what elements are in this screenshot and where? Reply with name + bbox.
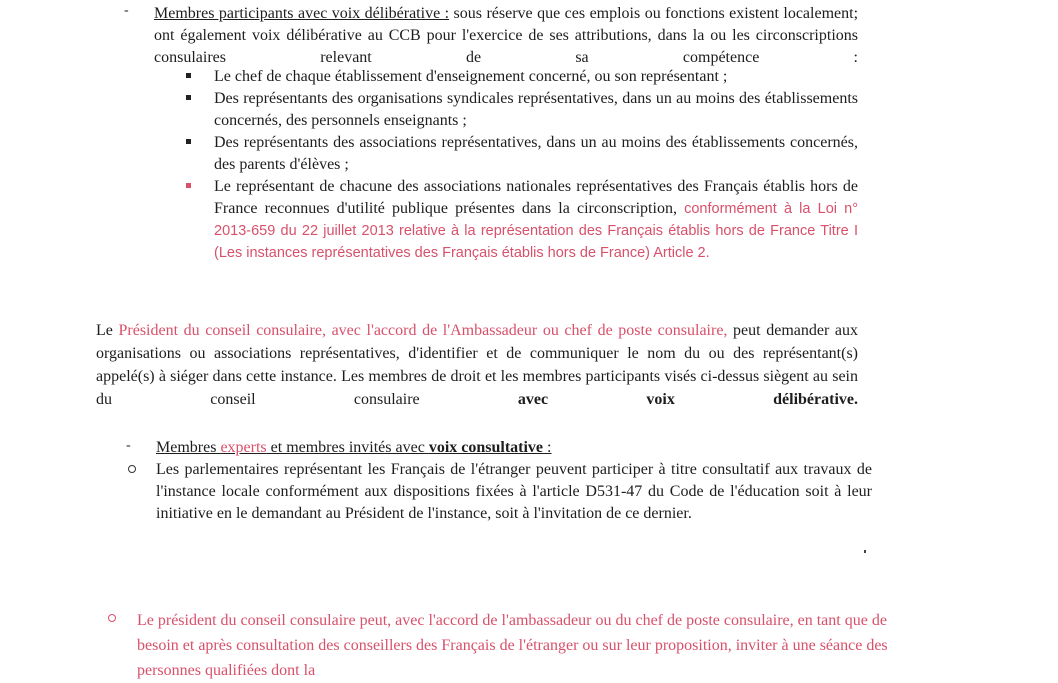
dash-bullet: -	[126, 438, 131, 453]
president-invite-item: Le président du conseil consulaire peut, avec l'accord de l'ambassadeur ou du chef de poste consulaire, en tant que de besoin et après consultation des conseillers des Français de l'étranger ou sur leur proposition, inviter à une séance des personnes qualifiées dont la	[137, 612, 888, 679]
heading-text: avec	[391, 439, 429, 456]
paragraph-text: Le	[96, 322, 119, 339]
section1-intro-text: sous réserve que ces emplois ou fonctions existent localement; ont également voix délibérative au CCB pour l'exercice de ses attributions, dans la ou les circonscriptions consulaires relevant de sa compétence :	[154, 5, 859, 66]
heading-text: Membres	[156, 439, 221, 456]
president-paragraph	[96, 319, 858, 411]
heading-bold-text: voix consultative	[428, 439, 544, 456]
bullet-item: Des représentants des organisations syndicales représentatives, dans un au moins des établissements concernés, des personnels enseignants ;	[214, 90, 858, 129]
bullet-item: Le chef de chaque établissement d'enseignement concerné, ou son représentant ;	[214, 68, 728, 85]
heading-red-text: experts	[220, 439, 267, 456]
square-bullet-icon	[186, 183, 191, 188]
section1-heading: Membres participants avec voix délibérative :	[154, 5, 450, 22]
square-bullet-icon	[186, 139, 191, 144]
law-reference: conformément à la Loi n° 2013-659 du 22 juillet 2013 relative à la représentation des Français établis hors de France Titre I (Les instances représentatives des Français établis hors de France) Article 2.	[214, 201, 859, 261]
heading-text: et membres invités	[266, 439, 392, 456]
voix-deliberative-text: avec voix délibérative.	[517, 391, 858, 408]
heading-text: :	[543, 439, 552, 456]
circle-bullet-icon	[128, 465, 136, 473]
bullet-item	[214, 176, 858, 264]
square-bullet-icon	[186, 95, 191, 100]
president-highlight: Président du conseil consulaire, avec l'accord de l'Ambassadeur ou chef de poste consulaire,	[118, 322, 728, 339]
square-bullet-icon	[186, 73, 191, 78]
parlementaires-item: Les parlementaires représentant les Français de l'étranger peuvent participer à titre consultatif aux travaux de l'instance locale conformément aux dispositions fixées à l'article D531-47 du Code de l'éducation soit à leur initiative en le demandant au Président de l'instance, soit à l'invitation de ce dernier.	[156, 461, 872, 522]
bullet-item: Des représentants des associations représentatives, dans un au moins des établissements concernés, des parents d'élèves ;	[214, 134, 858, 173]
circle-bullet-icon	[108, 614, 116, 622]
section1-intro	[154, 3, 858, 69]
dash-bullet: -	[124, 3, 129, 18]
section3-heading	[156, 437, 860, 459]
bullet-item-text: Le représentant de chacune des associations nationales représentatives des Français établis hors de France reconnues d'utilité publique présentes dans la circonscription,	[214, 178, 858, 217]
paragraph-text: peut demander aux organisations ou associations représentatives, d'identifier et de communiquer le nom du ou des représentant(s) appelé(s) à siéger dans cette instance. Les membres de droit et les membres participants visés ci-dessus siègent au sein du conseil consulaire	[96, 322, 859, 408]
scan-speck	[864, 550, 866, 553]
